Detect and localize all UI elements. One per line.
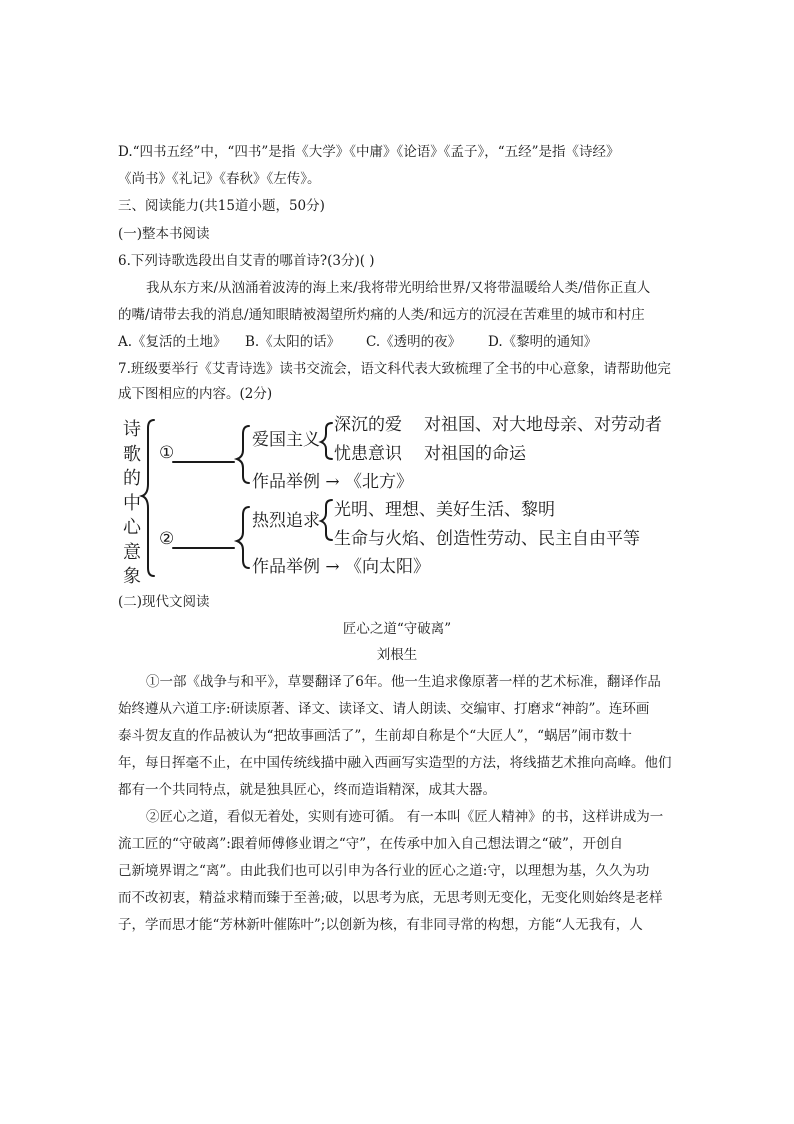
option-d-line1: D.“四书五经”中，“四书”是指《大学》《中庸》《论语》《孟子》，“五经”是指《诗经》 xyxy=(118,144,620,160)
branch-2-item-2: 生命与火焰、创造性劳动、民主自由平等 xyxy=(334,529,640,549)
question-6: 6.下列诗歌选段出自艾青的哪首诗?(3分)( ) xyxy=(118,253,375,269)
question-7-line2: 成下图相应的内容。(2分) xyxy=(118,386,273,402)
subsection-heading-2: (二)现代文阅读 xyxy=(118,594,210,610)
branch-2-label: 热烈追求 xyxy=(252,511,320,531)
paragraph-2-line: ②匠心之道，看似无着处，实则有迹可循。 有一本叫《匠人精神》的书，这样讲成为一 xyxy=(146,809,664,825)
paragraph-2-line: 己新境界谓之“离”。由此我们也可以引申为各行业的匠心之道:守，以理想为基，久久为功 xyxy=(118,863,650,879)
paragraph-1-line: 都有一个共同特点，就是独具匠心，终而造诣精深，成其大器。 xyxy=(118,782,496,798)
central-imagery-mindmap xyxy=(118,412,684,587)
branch-1-example: 作品举例 → 《北方》 xyxy=(252,472,414,492)
section-heading: 三、阅读能力(共15道小题，50分) xyxy=(118,198,325,214)
main-brace xyxy=(142,420,154,576)
option-b: B.《太阳的话》 xyxy=(245,334,341,350)
option-d-line2: 《尚书》《礼记》《春秋》《左传》。 xyxy=(118,171,321,187)
blank-1-marker: ① xyxy=(159,443,175,463)
paragraph-2-line: 流工匠的“守破离”:跟着师傅修业谓之“守”，在传承中加入自己想法谓之“破”，开创自 xyxy=(118,836,623,852)
paragraph-2-line: 子，学而思才能“芳林新叶催陈叶”;以创新为核，有非同寻常的构想，方能“人无我有，人 xyxy=(118,917,643,933)
branch-2-item-1: 光明、理想、美好生活、黎明 xyxy=(334,500,555,520)
branch-1-item-1-desc: 对祖国、对大地母亲、对劳动者 xyxy=(424,415,662,435)
question-7-line1: 7.班级要举行《艾青诗选》读书交流会，语文科代表大致梳理了全书的中心意象，请帮助他完 xyxy=(118,361,671,377)
paragraph-1-line: 年，每日挥毫不止，在中国传统线描中融入西画写实造型的方法，将线描艺术推向高峰。他们 xyxy=(118,755,672,771)
article-author: 刘根生 xyxy=(376,647,418,663)
option-a: A.《复活的土地》 xyxy=(118,334,227,350)
option-c: C.《透明的夜》 xyxy=(366,334,462,350)
branch-1-item-2-desc: 对祖国的命运 xyxy=(424,444,526,464)
question-6-options xyxy=(118,333,684,351)
branch-2-example: 作品举例 → 《向太阳》 xyxy=(252,557,431,577)
paragraph-1-line: 始终遵从六道工序:研读原著、译文、读译文、请人朗读、交编审、打磨求“神韵”。连环画 xyxy=(118,701,650,717)
option-d: D.《黎明的通知》 xyxy=(488,334,598,350)
paragraph-1-line: 泰斗贺友直的作品被认为“把故事画活了”，生前却自称是个“大匠人”，“蜗居”闹市数十 xyxy=(118,728,632,744)
brace-2a xyxy=(321,500,332,540)
subsection-heading: (一)整本书阅读 xyxy=(118,226,210,242)
brace-2 xyxy=(237,507,249,568)
branch-1-label: 爱国主义 xyxy=(252,430,320,450)
brace-1a xyxy=(321,423,332,459)
paragraph-1-line: ①一部《战争与和平》，草婴翻译了6年。他一生追求像原著一样的艺术标准，翻译作品 xyxy=(146,674,661,690)
poem-line-2: 的嘴/请带去我的消息/通知眼睛被渴望所灼痛的人类/和远方的沉浸在苦难里的城市和村庄 xyxy=(118,307,645,323)
paragraph-2-line: 而不改初衷，精益求精而臻于至善;破，以思考为底，无思考则无变化，无变化则始终是老样 xyxy=(118,890,663,906)
branch-1-item-1: 深沉的爱 xyxy=(334,415,402,435)
branch-1-item-2: 忧患意识 xyxy=(334,444,402,464)
poem-line-1: 我从东方来/从汹涌着波涛的海上来/我将带光明给世界/又将带温暖给人类/借你正直人 xyxy=(146,280,651,296)
article-title: 匠心之道“守破离” xyxy=(342,621,452,637)
mindmap-title: 诗歌的中心意象 xyxy=(123,419,141,587)
brace-1 xyxy=(237,426,249,483)
blank-2-marker: ② xyxy=(159,529,175,549)
